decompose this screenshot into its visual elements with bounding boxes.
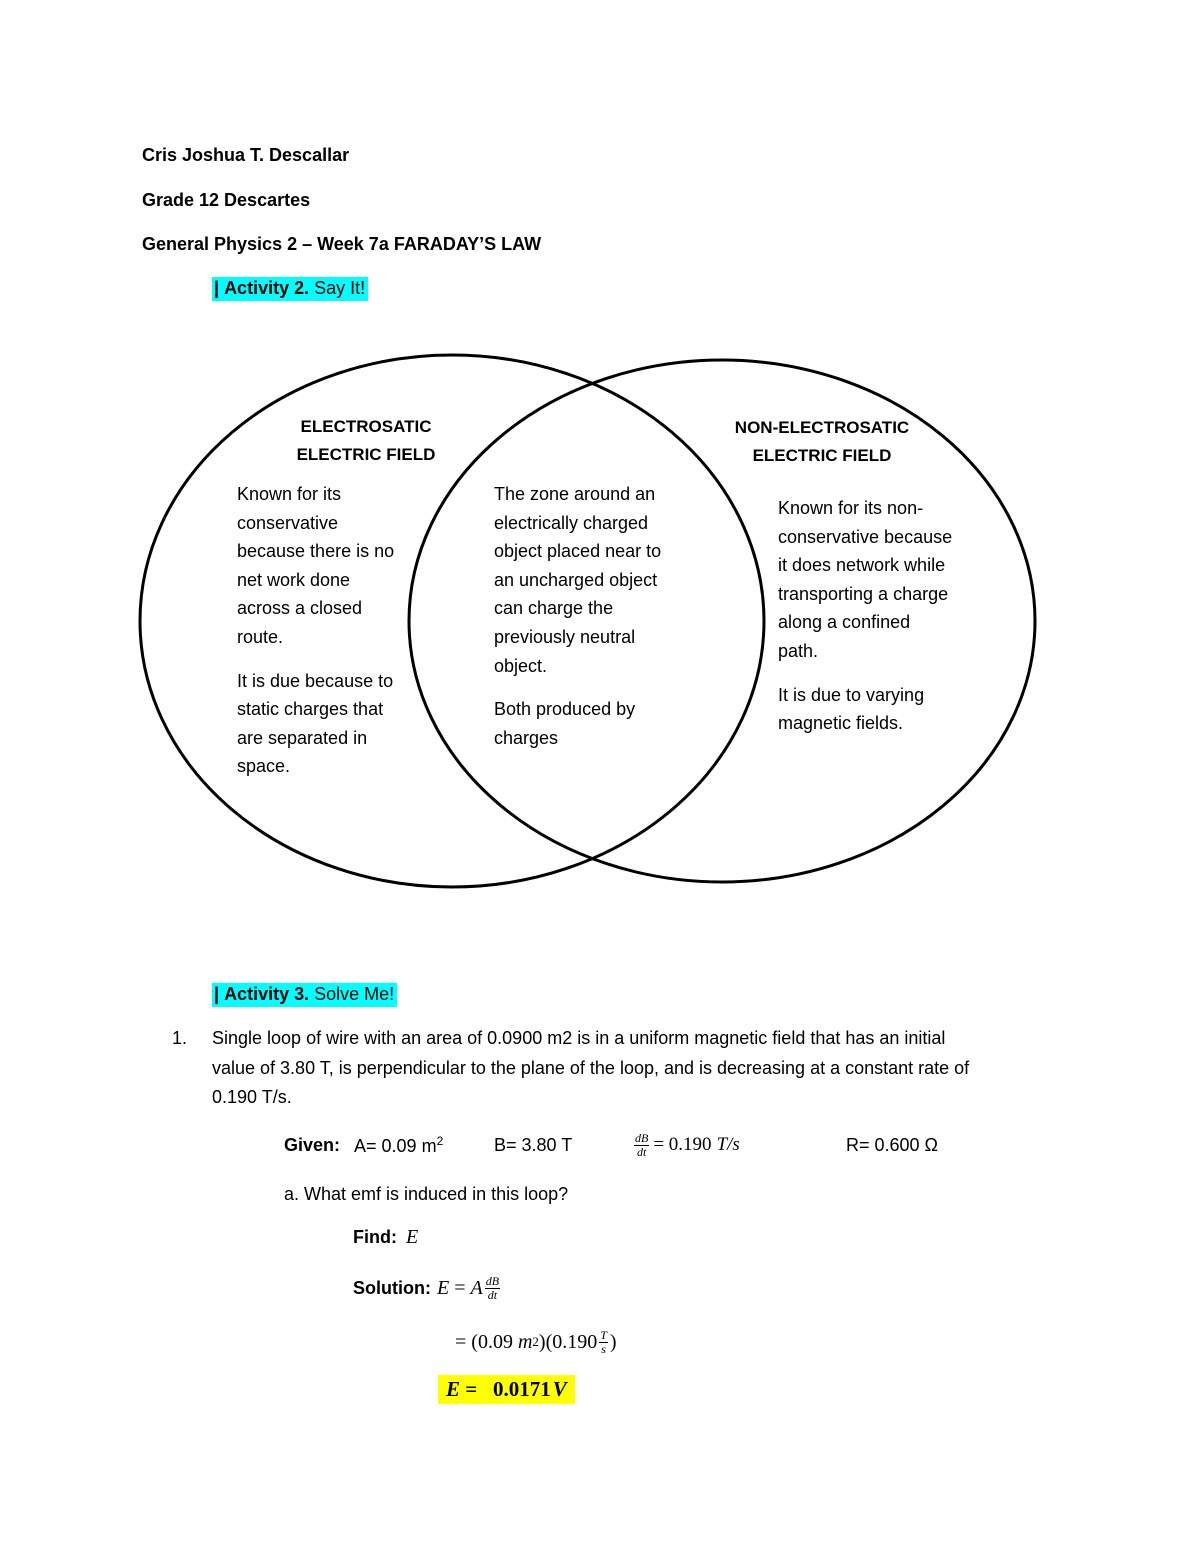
text-line: space.	[237, 756, 291, 777]
subject-title: General Physics 2 – Week 7a FARADAY’S LAW	[142, 234, 542, 254]
grade-section: Grade 12 Descartes	[142, 190, 311, 210]
venn-center-p2	[494, 695, 661, 752]
text-line: route.	[237, 626, 284, 647]
find-row	[353, 1226, 418, 1249]
given-area-value: A= 0.09 m	[354, 1135, 437, 1156]
venn-right-text	[778, 494, 952, 753]
text-line: it does network while	[778, 555, 946, 576]
given-label: Given:	[284, 1134, 341, 1155]
venn-right-title	[712, 414, 932, 470]
solution-numerator: dB	[485, 1273, 500, 1288]
rate-unit: T/s	[716, 1134, 740, 1155]
text-line: The zone around an	[494, 484, 656, 504]
given-resistance: R= 0.600 Ω	[846, 1134, 939, 1155]
find-label: Find:	[353, 1227, 397, 1247]
solution-fraction	[485, 1275, 500, 1302]
text-line: conservative	[237, 512, 339, 533]
text-line: magnetic fields.	[778, 713, 904, 734]
text-line: because there is no	[237, 541, 395, 562]
given-row	[284, 1125, 443, 1165]
solution-area-symbol: A	[470, 1276, 483, 1299]
text-line: path.	[778, 640, 819, 661]
step2-second: s	[601, 1341, 606, 1356]
step2-start: = (0.09	[455, 1330, 513, 1353]
solution-equals: =	[449, 1276, 471, 1299]
venn-left-title-line2: ELECTRIC FIELD	[296, 445, 436, 464]
activity2-title: Say It!	[314, 278, 366, 298]
text-line: It is due because to	[237, 670, 394, 691]
problem1-line: Single loop of wire with an area of 0.0900 m2 is in a uniform magnetic field that has an initial	[212, 1028, 946, 1048]
solution-lhs: E	[436, 1276, 450, 1299]
text-line: static charges that	[237, 699, 384, 720]
question-a: a. What emf is induced in this loop?	[284, 1184, 569, 1204]
activity2-bar: |	[214, 278, 220, 298]
text-line: object placed near to	[494, 541, 662, 562]
venn-center-p1	[494, 480, 661, 680]
activity2-label: Activity 2.	[224, 278, 310, 298]
problem1-line: value of 3.80 T, is perpendicular to the plane of the loop, and is decreasing at a constant rate of	[212, 1057, 970, 1078]
step2-unit-fraction	[599, 1329, 608, 1356]
activity3-label: Activity 3.	[224, 984, 310, 1004]
text-line: conservative because	[778, 526, 953, 547]
text-line: net work done	[237, 569, 351, 590]
activity3-bar: |	[214, 984, 220, 1004]
venn-right-title-line1: NON-ELECTROSATIC	[734, 418, 910, 437]
problem1-statement	[212, 1024, 969, 1113]
step2-tesla: T	[600, 1327, 607, 1342]
activity3-title: Solve Me!	[314, 984, 395, 1004]
step2-meter: m	[517, 1330, 533, 1353]
text-line: charges	[494, 727, 559, 748]
text-line: Known for its	[237, 484, 342, 504]
venn-left-title	[266, 413, 466, 469]
answer-symbol: E	[446, 1377, 461, 1401]
text-line: It is due to varying	[778, 684, 925, 705]
text-line: are separated in	[237, 727, 368, 748]
problem1-line: 0.190 T/s.	[212, 1087, 292, 1107]
step2-rate: )(0.190	[538, 1330, 598, 1353]
text-line: Both produced by	[494, 699, 636, 720]
activity3-heading	[212, 983, 397, 1007]
text-line: electrically charged	[494, 512, 649, 533]
venn-left-title-line1: ELECTROSATIC	[300, 417, 432, 436]
text-line: can charge the	[494, 598, 614, 619]
rate-fraction	[634, 1132, 649, 1159]
text-line: across a closed	[237, 598, 363, 619]
solution-row	[353, 1266, 502, 1310]
venn-right-p1	[778, 494, 952, 666]
step2-exponent: 2	[532, 1334, 539, 1349]
solution-step2	[455, 1320, 617, 1364]
text-line: along a confined	[778, 612, 911, 633]
answer-highlight	[438, 1375, 575, 1404]
given-rate	[632, 1125, 740, 1165]
rate-numerator: dB	[635, 1130, 649, 1145]
given-area-exponent: 2	[436, 1133, 444, 1148]
text-line: transporting a charge	[778, 583, 949, 604]
text-line: previously neutral	[494, 626, 636, 647]
find-symbol: E	[406, 1226, 419, 1248]
rate-value: = 0.190	[653, 1134, 712, 1155]
step2-close: )	[609, 1330, 617, 1353]
answer-value: 0.0171	[492, 1377, 551, 1401]
text-line: object.	[494, 655, 548, 676]
venn-center-text	[494, 480, 661, 767]
solution-label: Solution:	[353, 1277, 431, 1298]
rate-denominator: dt	[637, 1144, 647, 1159]
venn-right-title-line2: ELECTRIC FIELD	[752, 446, 892, 465]
venn-right-p2	[778, 681, 952, 738]
given-area	[354, 1134, 443, 1157]
answer-equals: =	[460, 1377, 493, 1401]
venn-left-p2	[237, 667, 394, 781]
venn-left-text	[237, 480, 394, 796]
answer-unit: V	[552, 1377, 567, 1401]
text-line: Known for its non-	[778, 498, 924, 518]
given-field: B= 3.80 T	[494, 1134, 573, 1155]
solution-denominator: dt	[487, 1287, 498, 1302]
student-name: Cris Joshua T. Descallar	[142, 145, 350, 165]
problem1-number: 1.	[172, 1028, 188, 1048]
venn-left-p1	[237, 480, 394, 652]
text-line: an uncharged object	[494, 569, 658, 590]
